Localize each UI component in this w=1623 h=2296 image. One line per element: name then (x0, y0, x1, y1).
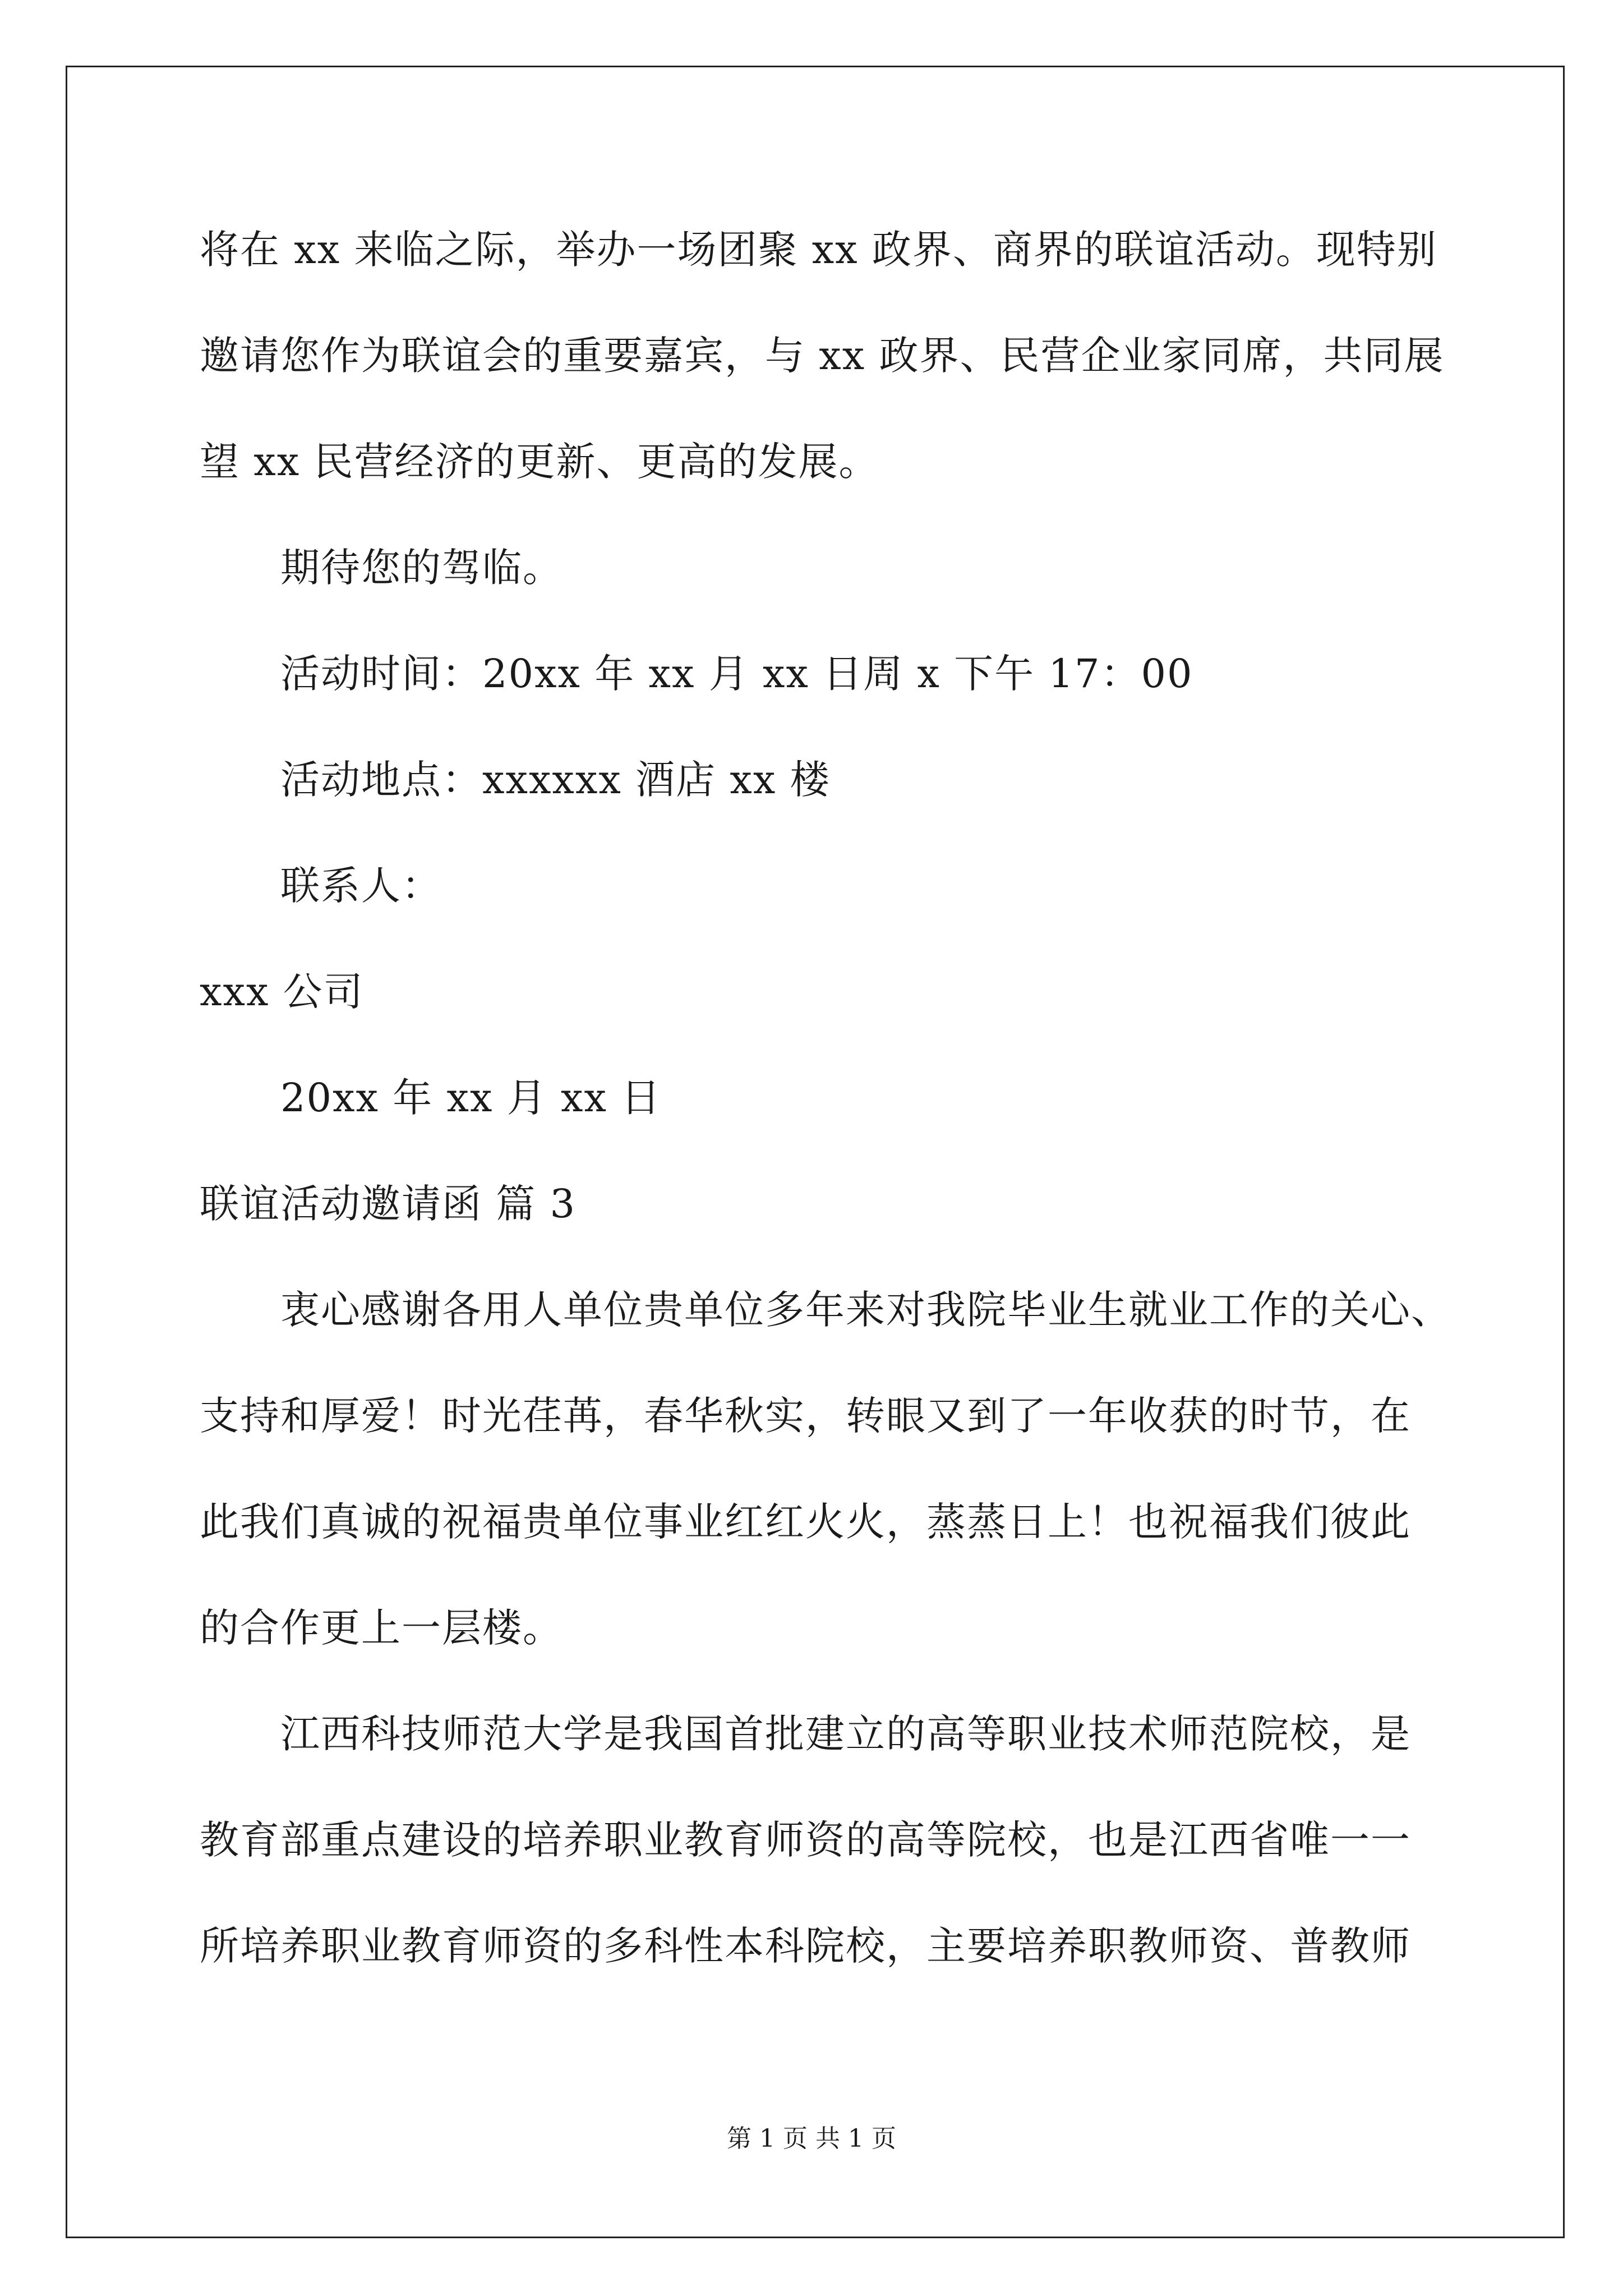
body-line: 望 xx 民营经济的更新、更高的发展。 (200, 439, 879, 485)
contact-line: 联系人： (280, 863, 442, 909)
event-time: 活动时间：20xx 年 xx 月 xx 日周 x 下午 17：00 (280, 651, 1193, 697)
page-number-footer: 第 1 页 共 1 页 (727, 2124, 896, 2153)
company-name: xxx 公司 (200, 969, 364, 1015)
body-line: 教育部重点建设的培养职业教育师资的高等院校，也是江西省唯一一 (200, 1817, 1411, 1863)
event-location: 活动地点：xxxxxx 酒店 xx 楼 (280, 757, 831, 803)
body-line: 衷心感谢各用人单位贵单位多年来对我院毕业生就业工作的关心、 (280, 1287, 1451, 1333)
date-line: 20xx 年 xx 月 xx 日 (280, 1075, 662, 1121)
body-line: 此我们真诚的祝福贵单位事业红红火火，蒸蒸日上！也祝福我们彼此 (200, 1499, 1411, 1545)
body-line: 所培养职业教育师资的多科性本科院校，主要培养职教师资、普教师 (200, 1923, 1411, 1969)
closing-line: 期待您的驾临。 (280, 545, 563, 591)
body-line: 江西科技师范大学是我国首批建立的高等职业技术师范院校，是 (280, 1711, 1411, 1757)
body-line: 支持和厚爱！时光荏苒，春华秋实，转眼又到了一年收获的时节，在 (200, 1393, 1411, 1439)
body-line: 将在 xx 来临之际，举办一场团聚 xx 政界、商界的联谊活动。现特别 (200, 227, 1437, 273)
body-line: 邀请您作为联谊会的重要嘉宾，与 xx 政界、民营企业家同席，共同展 (200, 333, 1445, 379)
page-frame (66, 66, 1565, 2238)
section-heading: 联谊活动邀请函 篇 3 (200, 1181, 577, 1227)
body-line: 的合作更上一层楼。 (200, 1605, 563, 1651)
